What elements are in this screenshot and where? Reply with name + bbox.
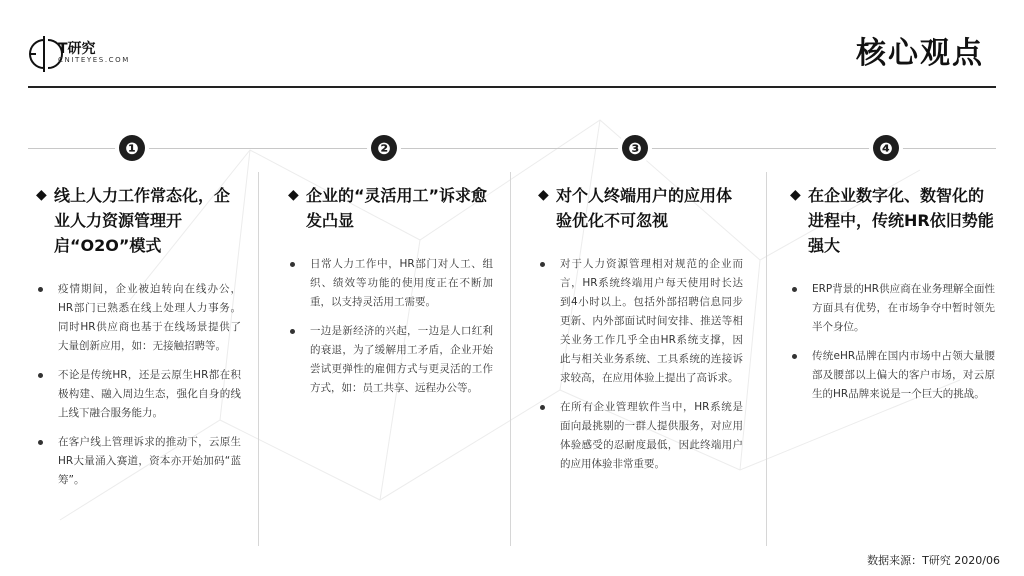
column-4-heading: ◆ 在企业数字化、数智化的进程中，传统HR依旧势能强大 xyxy=(790,183,995,258)
bullet-icon xyxy=(290,262,295,267)
bullet-icon xyxy=(38,373,43,378)
list-item: 在客户线上管理诉求的推动下，云原生HR大量涌入赛道，资本亦开始加码“蓝筹”。 xyxy=(58,433,241,490)
column-3-heading: ◆ 对个人终端用户的应用体验优化不可忽视 xyxy=(538,183,743,233)
list-item: 疫情期间，企业被迫转向在线办公，HR部门已熟悉在线上处理人力事务。同时HR供应商也基于在线场景提供了大量创新应用，如：无接触招聘等。 xyxy=(58,280,241,356)
diamond-icon: ◆ xyxy=(538,187,549,203)
list-item: ERP背景的HR供应商在业务理解全面性方面具有优势，在市场争夺中暂时领先半个身位。 xyxy=(812,280,995,337)
column-2-number: ❷ xyxy=(371,135,397,161)
list-item: 日常人力工作中，HR部门对人工、组织、绩效等功能的使用度正在不断加重，以支持灵活用工需要。 xyxy=(310,255,493,312)
column-3 xyxy=(538,183,743,484)
bullet-icon xyxy=(792,354,797,359)
logo-name: T研究 xyxy=(58,41,96,57)
list-item: 在所有企业管理软件当中，HR系统是面向最挑剔的一群人提供服务，对应用体验感受的忍耐度最低，因此终端用户的应用体验非常重要。 xyxy=(560,398,743,474)
page-title: 核心观点 xyxy=(856,36,984,71)
diamond-icon: ◆ xyxy=(288,187,299,203)
bullet-icon xyxy=(540,262,545,267)
column-4 xyxy=(790,183,995,414)
list-item: 一边是新经济的兴起，一边是人口红利的衰退，为了缓解用工矛盾，企业开始尝试更弹性的雇佣方式与更灵活的工作方式，如：员工共享、远程办公等。 xyxy=(310,322,493,398)
diamond-icon: ◆ xyxy=(36,187,47,203)
column-divider xyxy=(510,172,511,546)
column-3-number: ❸ xyxy=(622,135,648,161)
title-divider xyxy=(28,86,996,88)
bullet-icon xyxy=(38,287,43,292)
column-divider xyxy=(258,172,259,546)
list-item: 不论是传统HR，还是云原生HR都在积极构建、融入周边生态，强化自身的线上线下融合服务能力。 xyxy=(58,366,241,423)
column-4-bullets xyxy=(790,280,995,404)
data-source: 数据来源：T研究 2020/06 xyxy=(867,554,1000,567)
column-1-heading: ◆ 线上人力工作常态化，企业人力资源管理开启“O2O”模式 xyxy=(36,183,241,258)
diamond-icon: ◆ xyxy=(790,187,801,203)
bullet-icon xyxy=(792,287,797,292)
column-divider xyxy=(766,172,767,546)
column-2-heading: ◆ 企业的“灵活用工”诉求愈发凸显 xyxy=(288,183,493,233)
bullet-icon xyxy=(540,405,545,410)
bullet-icon xyxy=(38,440,43,445)
list-item: 传统eHR品牌在国内市场中占领大量腰部及腰部以上偏大的客户市场，对云原生的HR品牌来说是一个巨大的挑战。 xyxy=(812,347,995,404)
bullet-icon xyxy=(290,329,295,334)
column-4-number: ❹ xyxy=(873,135,899,161)
logo-domain: CNITEYES.COM xyxy=(58,56,130,64)
column-1-bullets xyxy=(36,280,241,490)
column-2 xyxy=(288,183,493,408)
list-item: 对于人力资源管理相对规范的企业而言，HR系统终端用户每天使用时长达到4小时以上。包括外部招聘信息同步更新、内外部面试时间安排、推送等相关业务工作几乎全由HR系统支撑，因此与相关业务系统、工具系统的连接诉求较高，在应用体验上提出了高诉求。 xyxy=(560,255,743,388)
number-line xyxy=(28,148,996,149)
column-1-number: ❶ xyxy=(119,135,145,161)
column-1 xyxy=(36,183,241,500)
column-2-bullets xyxy=(288,255,493,398)
column-3-bullets xyxy=(538,255,743,474)
